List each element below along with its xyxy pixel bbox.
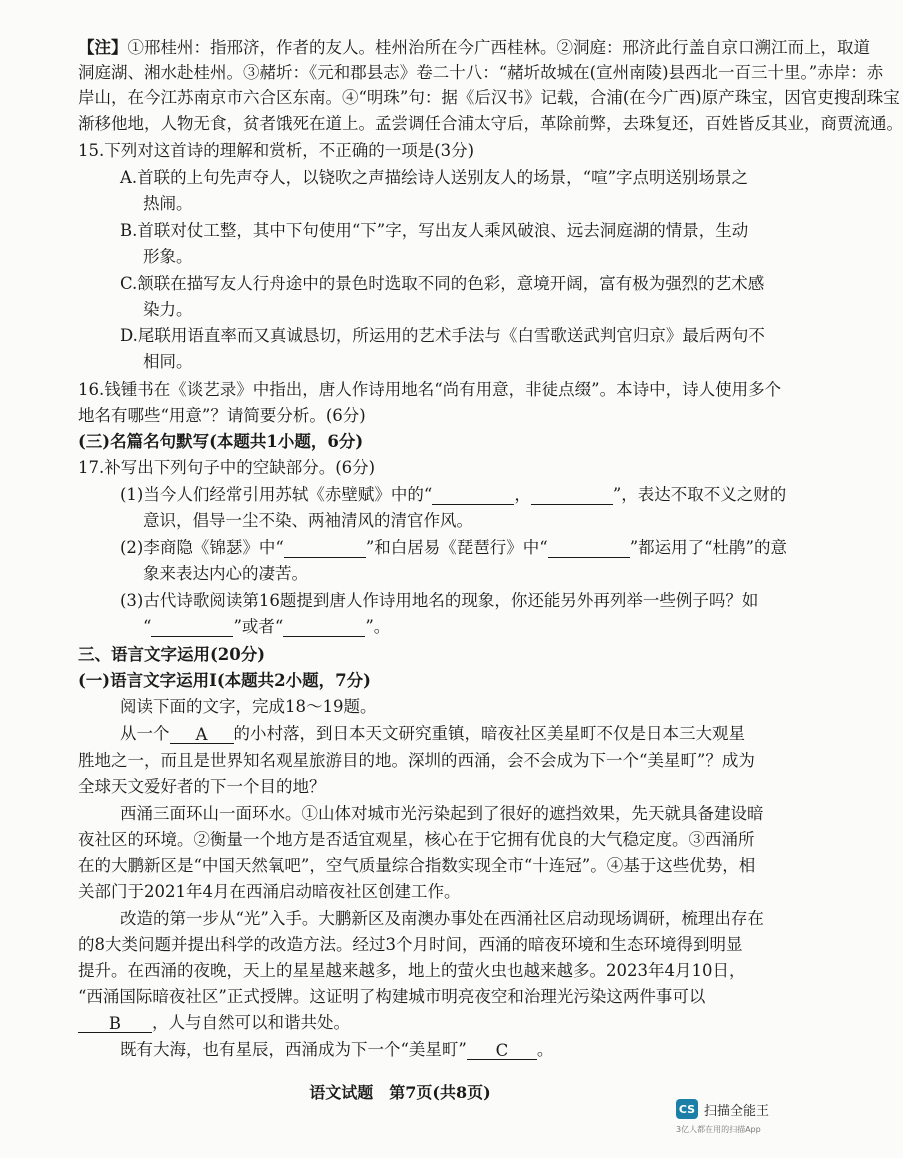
section-three-title: (三)名篇名句默写(本题共1小题，6分) xyxy=(78,432,364,451)
q17-item-3-cont: “ ”或者“ ”。 xyxy=(143,617,391,636)
scanner-watermark xyxy=(676,1099,769,1119)
answer-blank[interactable] xyxy=(284,539,366,558)
passage-p1-line-1: 从一个 A 的小村落，到日本天文研究重镇，暗夜社区美星町不仅是日本三大观星 xyxy=(120,724,745,744)
page-footer: 语文试题 第7页(共8页) xyxy=(309,1083,491,1102)
question-16-line-2: 地名有哪些“用意”？请简要分析。(6分) xyxy=(78,406,366,425)
blank-a[interactable]: A xyxy=(170,725,234,744)
passage-p1-line-3: 全球天文爱好者的下一个目的地？ xyxy=(78,777,326,796)
question-16-line-1: 16.钱锺书在《谈艺录》中指出，唐人作诗用地名“尚有用意，非徒点缀”。本诗中，诗人使用多个 xyxy=(78,380,782,399)
blank-b[interactable]: B xyxy=(78,1014,152,1033)
passage-p2-line-4: 关部门于2021年4月在西涌启动暗夜社区创建工作。 xyxy=(78,882,461,901)
passage-p3-line-3: 提升。在西涌的夜晚，天上的星星越来越多，地上的萤火虫也越来越多。2023年4月10日， xyxy=(78,961,746,980)
passage-p2-line-1: 西涌三面环山一面环水。①山体对城市光污染起到了很好的遮挡效果，先天就具备建设暗 xyxy=(120,804,764,823)
question-15-stem: 15.下列对这首诗的理解和赏析，不正确的一项是(3分) xyxy=(78,141,475,160)
passage-p3-line-1: 改造的第一步从“光”入手。大鹏新区及南澳办事处在西涌社区启动现场调研，梳理出存在 xyxy=(120,909,764,928)
q17-item-1: (1)当今人们经常引用苏轼《赤壁赋》中的“ ， ”，表达不取不义之财的 xyxy=(120,485,787,504)
answer-blank[interactable] xyxy=(548,539,630,558)
q17-item-3: (3)古代诗歌阅读第16题提到唐人作诗用地名的现象，你还能另外再列举一些例子吗？如 xyxy=(120,591,759,610)
option-b-cont: 形象。 xyxy=(143,247,193,266)
passage-p3-line-4: “西涌国际暗夜社区”正式授牌。这证明了构建城市明亮夜空和治理光污染这两件事可以 xyxy=(78,987,706,1006)
subsection-one-title: (一)语言文字运用Ⅰ(本题共2小题，7分) xyxy=(78,671,371,690)
note-line-2: 洞庭湖、湘水赴桂州。③赭圻：《元和郡县志》卷二十八：“赭圻故城在(宣州南陵)县西北一百三十里。”赤岸：赤 xyxy=(78,63,884,82)
answer-blank[interactable] xyxy=(283,618,365,637)
part-three-title: 三、语言文字运用(20分) xyxy=(78,645,266,664)
scanner-app-tagline: 3亿人都在用的扫描App xyxy=(676,1125,761,1134)
option-a-cont: 热闹。 xyxy=(143,194,193,213)
passage-p4-line-1: 既有大海，也有星辰，西涌成为下一个“美星町” C 。 xyxy=(120,1040,554,1060)
scanner-app-name: 扫描全能王 xyxy=(704,1103,770,1119)
answer-blank[interactable] xyxy=(432,486,514,505)
passage-p1-line-2: 胜地之一，而且是世界知名观星旅游目的地。深圳的西涌，会不会成为下一个“美星町”？成为 xyxy=(78,751,755,770)
passage-p3-line-5: B ，人与自然可以和谐共处。 xyxy=(78,1013,748,1033)
passage-p2-line-2: 夜社区的环境。②衡量一个地方是否适宜观星，核心在于它拥有优良的大气稳定度。③西涌所 xyxy=(78,830,755,849)
passage-p2-line-3: 在的大鹏新区是“中国天然氧吧”，空气质量综合指数实现全市“十连冠”。④基于这些优势，相 xyxy=(78,856,756,875)
option-d: D.尾联用语直率而又真诚恳切，所运用的艺术手法与《白雪歌送武判官归京》最后两句不 xyxy=(120,326,765,345)
note-line-3: 岸山，在今江苏南京市六合区东南。④“明珠”句：据《后汉书》记载，合浦(在今广西)原产珠宝，因官吏搜刮珠宝 xyxy=(78,88,900,107)
option-a: A.首联的上句先声夺人，以铙吹之声描绘诗人送别友人的场景，“喧”字点明送别场景之 xyxy=(120,168,749,187)
reading-instruction: 阅读下面的文字，完成18～19题。 xyxy=(120,697,377,716)
note-line-4: 渐移他地，人物无食，贫者饿死在道上。孟尝调任合浦太守后，革除前弊，去珠复还，百姓皆反其业，商贾流通。 xyxy=(78,114,903,133)
question-17-stem: 17.补写出下列句子中的空缺部分。(6分) xyxy=(78,458,376,477)
option-b: B.首联对仗工整，其中下句使用“下”字，写出友人乘风破浪、远去洞庭湖的情景，生动 xyxy=(120,221,749,240)
passage-p3-line-2: 的8大类问题并提出科学的改造方法。经过3个月时间，西涌的暗夜环境和生态环境得到明显 xyxy=(78,935,743,954)
answer-blank[interactable] xyxy=(151,618,233,637)
answer-blank[interactable] xyxy=(531,486,613,505)
q17-item-2: (2)李商隐《锦瑟》中“ ”和白居易《琵琶行》中“ ”都运用了“杜鹃”的意 xyxy=(120,538,787,557)
option-d-cont: 相同。 xyxy=(143,352,193,371)
q17-item-2-cont: 象来表达内心的凄苦。 xyxy=(143,564,308,583)
blank-c[interactable]: C xyxy=(467,1041,537,1060)
option-c: C.颔联在描写友人行舟途中的景色时选取不同的色彩，意境开阔，富有极为强烈的艺术感 xyxy=(120,274,765,293)
note-line-1: 【注】①邢桂州：指邢济，作者的友人。桂州治所在今广西桂林。②洞庭：邢济此行盖自京口溯江而上，取道 xyxy=(78,38,870,57)
option-c-cont: 染力。 xyxy=(143,300,193,319)
q17-item-1-cont: 意识，倡导一尘不染、两袖清风的清官作风。 xyxy=(143,511,473,530)
camscanner-logo-icon: CS xyxy=(676,1099,698,1119)
